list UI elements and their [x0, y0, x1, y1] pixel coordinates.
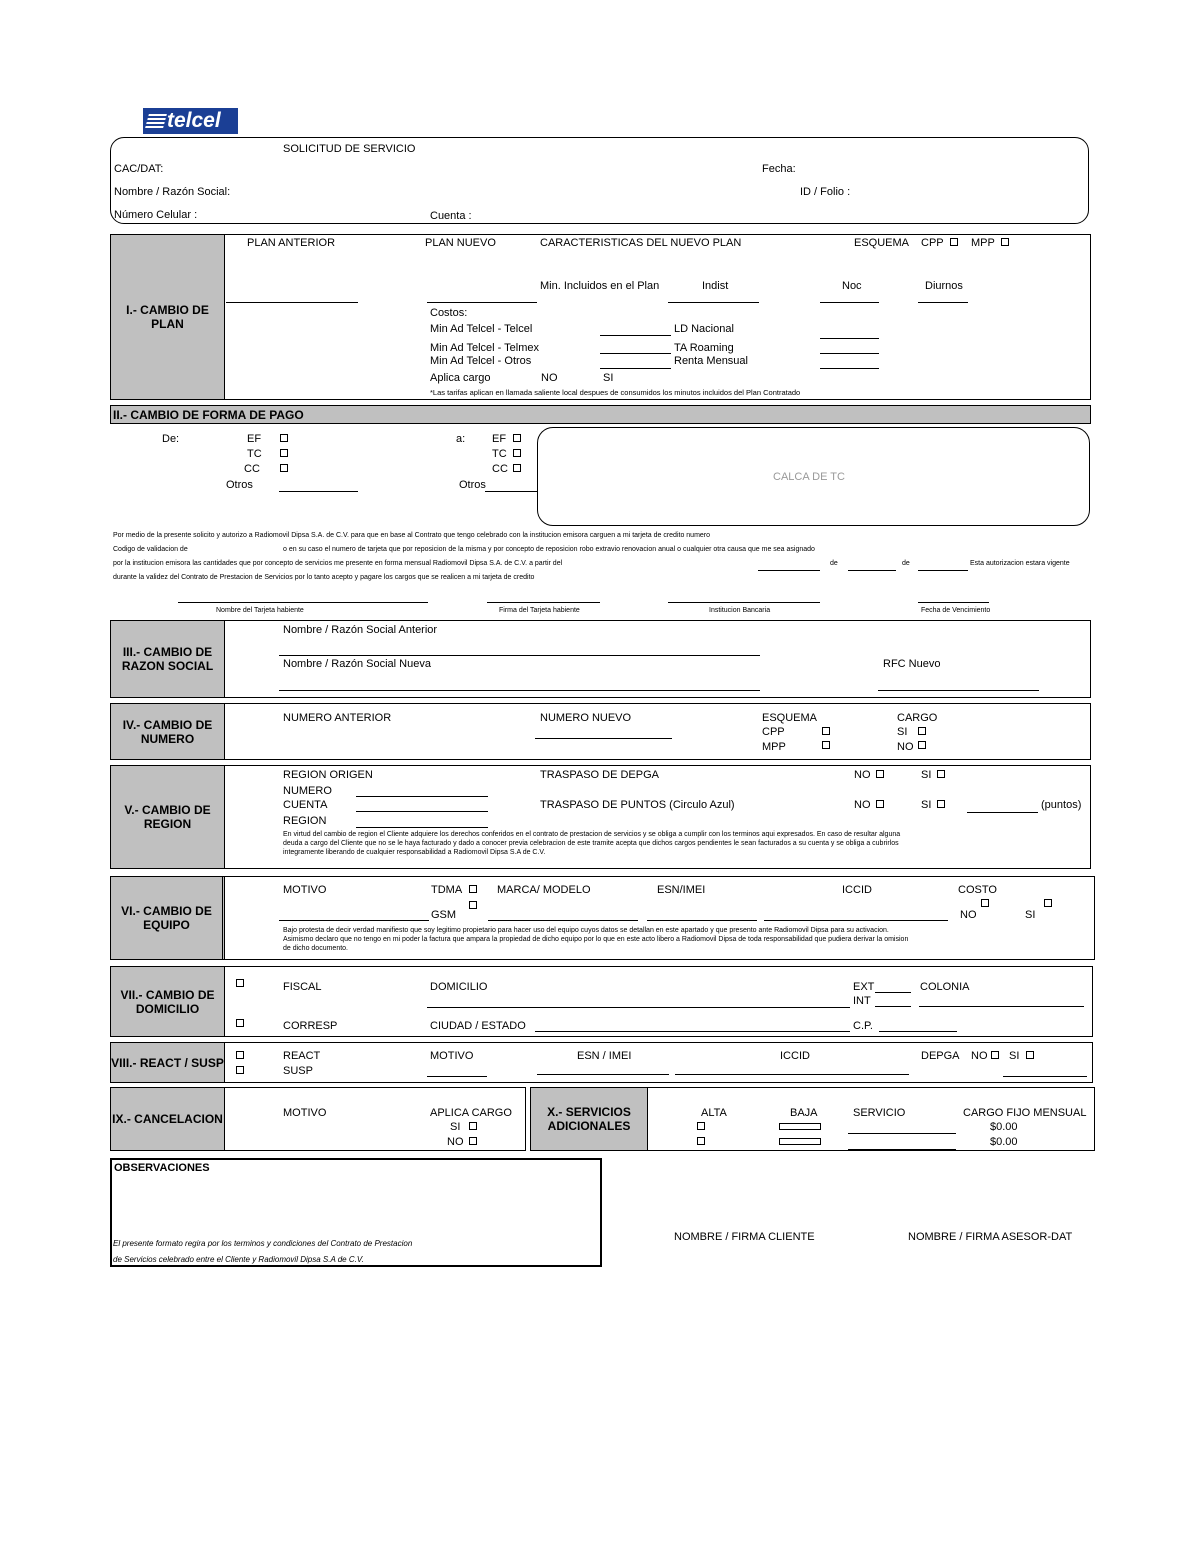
susp-checkbox[interactable] — [236, 1066, 244, 1074]
section-title: IX.- CANCELACION — [111, 1088, 225, 1150]
depga-no-label: NO — [854, 769, 871, 781]
fiscal-checkbox[interactable] — [236, 979, 244, 987]
tarifas-note: *Las tarifas aplican en llamada saliente local despues de consumidos los minutos incluidos del Plan Contratado — [430, 388, 801, 397]
section-title: VIII.- REACT / SUSP — [111, 1043, 225, 1082]
motivo-line[interactable] — [427, 1076, 487, 1077]
legal-line-3a: por la institucion emisora las cantidades que por concepto de servicios me presente en forma mensual Radiomovil Dipsa S.A. de C.V. a partir del — [113, 560, 563, 567]
sig4-line[interactable] — [918, 602, 989, 603]
marca-line[interactable] — [488, 920, 638, 921]
costo-no-checkbox[interactable] — [981, 899, 989, 907]
fecha-label: Fecha: — [762, 163, 796, 175]
section-forma-pago-header — [110, 405, 1091, 424]
puntos-line[interactable] — [967, 812, 1038, 813]
aplica-no-label: NO — [541, 372, 558, 384]
esn-line[interactable] — [647, 920, 757, 921]
plan-anterior-line[interactable] — [226, 302, 358, 303]
section-title: VI.- CAMBIO DE EQUIPO — [111, 877, 225, 959]
de-label: De: — [162, 433, 180, 445]
depga-no-checkbox[interactable] — [991, 1051, 999, 1059]
de-otros-label: Otros — [226, 479, 253, 491]
numero-nuevo-line[interactable] — [535, 738, 672, 739]
esn-label: ESN/IMEI — [657, 884, 706, 896]
iccid-label: ICCID — [780, 1050, 810, 1062]
min-otros-label: Min Ad Telcel - Otros — [430, 355, 532, 367]
logo-text: telcel — [167, 109, 221, 132]
tdma-label: TDMA — [431, 884, 463, 896]
a-cc-checkbox[interactable] — [513, 464, 521, 472]
depga-si-checkbox[interactable] — [1026, 1051, 1034, 1059]
plan-anterior-label: PLAN ANTERIOR — [247, 237, 336, 249]
a-tc-checkbox[interactable] — [513, 449, 521, 457]
susp-label: SUSP — [283, 1065, 313, 1077]
noc-label: Noc — [842, 280, 862, 292]
traspaso-depga-label: TRASPASO DE DEPGA — [540, 769, 659, 781]
observaciones-title: OBSERVACIONES — [114, 1162, 210, 1174]
aplica-cargo-label: Aplica cargo — [430, 372, 491, 384]
domicilio-label: DOMICILIO — [430, 981, 488, 993]
fiscal-label: FISCAL — [283, 981, 322, 993]
min-incluidos-label: Min. Incluidos en el Plan — [540, 280, 660, 292]
region-region-line[interactable] — [356, 827, 488, 828]
gsm-label: GSM — [431, 909, 457, 921]
rfc-label: RFC Nuevo — [883, 658, 941, 670]
puntos-no-label: NO — [854, 799, 871, 811]
depga-si-checkbox[interactable] — [937, 770, 945, 778]
numero-anterior-label: NUMERO ANTERIOR — [283, 712, 392, 724]
section-razon-social — [110, 620, 1091, 698]
esquema-label: ESQUEMA — [762, 712, 818, 724]
numero-label: Número Celular : — [114, 209, 198, 221]
caracteristicas-label: CARACTERISTICAS DEL NUEVO PLAN — [540, 237, 742, 249]
a-otros-label: Otros — [459, 479, 486, 491]
mpp-checkbox[interactable] — [1001, 238, 1009, 246]
ta-roaming-line[interactable] — [820, 353, 879, 354]
depga-no-checkbox[interactable] — [876, 770, 884, 778]
aplica-si-checkbox[interactable] — [469, 1122, 477, 1130]
legal-line-4: durante la validez del Contrato de Prestacion de Servicios por lo tanto acepto y pagare los cargos que se realicen a mi tarjeta de credito — [113, 574, 535, 581]
de-ef-checkbox[interactable] — [280, 434, 288, 442]
costo-si-checkbox[interactable] — [1044, 899, 1052, 907]
de-otros-line[interactable] — [279, 491, 358, 492]
section-title: II.- CAMBIO DE FORMA DE PAGO — [113, 408, 304, 422]
baja-label: BAJA — [790, 1107, 818, 1119]
ciudad-line[interactable] — [535, 1031, 850, 1032]
marca-label: MARCA/ MODELO — [497, 884, 591, 896]
cargo-monto-2: $0.00 — [990, 1136, 1018, 1148]
colonia-label: COLONIA — [920, 981, 970, 993]
form-title: SOLICITUD DE SERVICIO — [283, 143, 416, 155]
section-title: VII.- CAMBIO DE DOMICILIO — [111, 967, 225, 1036]
fecha-anio-line[interactable] — [918, 570, 968, 571]
legal-line-3d: Esta autorizacion estara vigente — [970, 560, 1070, 567]
calca-tc-box — [537, 427, 1090, 526]
gsm-checkbox[interactable] — [469, 901, 477, 909]
sig4-label: Fecha de Vencimiento — [921, 607, 991, 614]
sig1-line[interactable] — [178, 602, 428, 603]
depga-line[interactable] — [1003, 1076, 1087, 1077]
region-origen-label: REGION ORIGEN — [283, 769, 373, 781]
renta-line[interactable] — [820, 368, 879, 369]
a-tc-label: TC — [492, 448, 507, 460]
ld-nacional-label: LD Nacional — [674, 323, 734, 335]
costo-si-label: SI — [1025, 909, 1036, 921]
costo-label: COSTO — [958, 884, 997, 896]
aplica-cargo-label: APLICA CARGO — [430, 1107, 512, 1119]
depga-si-label: SI — [1009, 1050, 1020, 1062]
ta-roaming-label: TA Roaming — [674, 342, 734, 354]
iccid-label: ICCID — [842, 884, 872, 896]
legal-de-1: de — [830, 560, 838, 567]
firma-asesor-label: NOMBRE / FIRMA ASESOR-DAT — [908, 1231, 1073, 1243]
section-title: III.- CAMBIO DE RAZON SOCIAL — [111, 621, 225, 697]
section-title: I.- CAMBIO DE PLAN — [111, 235, 225, 399]
iccid-line[interactable] — [675, 1074, 909, 1075]
razon-nueva-line[interactable] — [279, 690, 760, 691]
de-ef-label: EF — [247, 433, 262, 445]
section-title: IV.- CAMBIO DE NUMERO — [111, 704, 225, 759]
motivo-line[interactable] — [279, 920, 429, 921]
domicilio-line[interactable] — [427, 1007, 850, 1008]
cac-label: CAC/DAT: — [114, 163, 164, 175]
a-label: a: — [456, 433, 466, 445]
logo-stripes — [145, 114, 167, 128]
noc-line[interactable] — [820, 302, 879, 303]
cpp-label: CPP — [762, 726, 785, 738]
folio-label: ID / Folio : — [800, 186, 851, 198]
tdma-checkbox[interactable] — [469, 885, 477, 893]
plan-nuevo-line[interactable] — [427, 302, 537, 303]
mpp-checkbox[interactable] — [822, 741, 830, 749]
corresp-label: CORRESP — [283, 1020, 338, 1032]
traspaso-puntos-label: TRASPASO DE PUNTOS (Circulo Azul) — [540, 799, 735, 811]
sig2-line[interactable] — [487, 602, 600, 603]
int-label: INT — [853, 995, 871, 1007]
de-tc-label: TC — [247, 448, 262, 460]
alta-checkbox-1[interactable] — [697, 1122, 705, 1130]
indist-label: Indist — [702, 280, 729, 292]
motivo-label: MOTIVO — [283, 884, 327, 896]
plan-nuevo-label: PLAN NUEVO — [425, 237, 496, 249]
obs-legal-2: de Servicios celebrado entre el Cliente y Radiomovil Dipsa S.A de C.V. — [113, 1255, 364, 1264]
esn-line[interactable] — [537, 1074, 669, 1075]
cargo-monto-1: $0.00 — [990, 1121, 1018, 1133]
ext-line[interactable] — [875, 992, 911, 993]
iccid-line[interactable] — [764, 920, 948, 921]
min-telmex-label: Min Ad Telcel - Telmex — [430, 342, 540, 354]
a-otros-line[interactable] — [485, 491, 537, 492]
section-cambio-plan — [110, 234, 1091, 400]
cp-line[interactable] — [879, 1031, 957, 1032]
aplica-si-label: SI — [450, 1121, 461, 1133]
calca-tc-text: CALCA DE TC — [773, 471, 845, 483]
telcel-logo — [143, 108, 238, 134]
diurnos-line[interactable] — [918, 302, 968, 303]
min-telcel-label: Min Ad Telcel - Telcel — [430, 323, 533, 335]
aplica-no-label: NO — [447, 1136, 464, 1148]
sig3-label: Institucion Bancaria — [709, 607, 771, 614]
header-box — [110, 137, 1089, 224]
aplica-no-checkbox[interactable] — [469, 1137, 477, 1145]
razon-anterior-label: Nombre / Razón Social Anterior — [283, 624, 438, 636]
depga-no-label: NO — [971, 1050, 988, 1062]
cargo-si-checkbox[interactable] — [918, 727, 926, 735]
legal-line-2b: o en su caso el numero de tarjeta que por reposicion de la misma y por concepto de reposicion robo extravio renovacion anual o cualquier otra causa que me sea asignado — [283, 546, 815, 553]
int-line[interactable] — [875, 1006, 911, 1007]
fecha-dia-line[interactable] — [758, 570, 820, 571]
region-legal-text: En virtud del cambio de region el Cliente adquiere los derechos conferidos en el contrato de prestacion de servicios y se obliga a cumplir con los terminos aqui expresados. En caso de resultar alguna deuda a cargo del Cliente que no se le haya facturado y dado a conocer previa celebracion de este tramite acepta que dichos cargos pendientes le sean facturados a su cuenta y se obliga a cubrirlos integramente liberando de cualquier responsabilidad a Radiomovil Dipsa S.A de C.V. — [283, 831, 901, 856]
de-cc-checkbox[interactable] — [280, 464, 288, 472]
a-ef-label: EF — [492, 433, 507, 445]
obs-legal-1: El presente formato regira por los terminos y condiciones del Contrato de Prestacion — [113, 1239, 413, 1248]
razon-nueva-label: Nombre / Razón Social Nueva — [283, 658, 431, 670]
region-region-label: REGION — [283, 815, 327, 827]
renta-label: Renta Mensual — [674, 355, 748, 367]
legal-line-1: Por medio de la presente solicito y autorizo a Radiomovil Dipsa S.A. de C.V. para que en base al Contrato que tengo celebrado con la institucion emisora carguen a mi tarjeta de credito numero — [113, 532, 711, 539]
motivo-label: MOTIVO — [430, 1050, 474, 1062]
react-checkbox[interactable] — [236, 1051, 244, 1059]
cargo-si-label: SI — [897, 726, 908, 738]
firma-cliente-label: NOMBRE / FIRMA CLIENTE — [674, 1231, 815, 1243]
servicio-label: SERVICIO — [853, 1107, 906, 1119]
de-tc-checkbox[interactable] — [280, 449, 288, 457]
section-title: X.- SERVICIOS ADICIONALES — [531, 1088, 648, 1150]
cargo-label: CARGO — [897, 712, 938, 724]
min-telmex-line[interactable] — [600, 353, 671, 354]
alta-checkbox-2[interactable] — [697, 1137, 705, 1145]
puntos-si-checkbox[interactable] — [937, 800, 945, 808]
puntos-label: (puntos) — [1041, 799, 1082, 811]
a-ef-checkbox[interactable] — [513, 434, 521, 442]
razon-anterior-line[interactable] — [279, 655, 760, 656]
ld-nacional-line[interactable] — [820, 338, 879, 339]
section-title: V.- CAMBIO DE REGION — [111, 766, 225, 868]
esquema-label: ESQUEMA — [854, 237, 910, 249]
region-cuenta-line[interactable] — [356, 811, 488, 812]
costos-label: Costos: — [430, 307, 468, 319]
cpp-label: CPP — [921, 237, 944, 249]
sig3-line[interactable] — [668, 602, 820, 603]
cpp-checkbox[interactable] — [822, 727, 830, 735]
cargo-no-checkbox[interactable] — [918, 741, 926, 749]
corresp-checkbox[interactable] — [236, 1019, 244, 1027]
min-otros-line[interactable] — [600, 368, 671, 369]
costo-no-label: NO — [960, 909, 977, 921]
sig2-label: Firma del Tarjeta habiente — [499, 607, 580, 614]
nombre-label: Nombre / Razón Social: — [114, 186, 231, 198]
equipo-legal-text: Bajo protesta de decir verdad manifiesto que soy legitimo propietario para hacer uso del equipo cuyos datos se detallan en este apartado y que presento ante Radiomovil Dipsa para su activacion. Asimismo declaro que no tengo en mi poder la factura que ampara la propiedad de dicho equipo por lo que en este acto libero a Radiomovil Dipsa de toda responsabilidad que pudiera derivar la omision de dicho documento. — [283, 927, 909, 952]
sig1-label: Nombre del Tarjeta habiente — [216, 607, 304, 614]
servicio-line-1[interactable] — [848, 1133, 956, 1134]
legal-line-2a: Codigo de validacion de — [113, 546, 188, 553]
esn-label: ESN / IMEI — [577, 1050, 632, 1062]
region-cuenta-label: CUENTA — [283, 799, 328, 811]
react-label: REACT — [283, 1050, 321, 1062]
motivo-label: MOTIVO — [283, 1107, 327, 1119]
mpp-label: MPP — [762, 741, 786, 753]
ext-label: EXT — [853, 981, 875, 993]
min-telcel-line[interactable] — [600, 335, 671, 336]
de-cc-label: CC — [244, 463, 260, 475]
colonia-line[interactable] — [919, 1006, 1084, 1007]
alta-label: ALTA — [701, 1107, 727, 1119]
cuenta-label: Cuenta : — [430, 210, 472, 222]
puntos-no-checkbox[interactable] — [876, 800, 884, 808]
puntos-si-label: SI — [921, 799, 932, 811]
baja-field-1[interactable] — [779, 1123, 821, 1130]
region-numero-line[interactable] — [356, 796, 488, 797]
cargo-fijo-label: CARGO FIJO MENSUAL — [963, 1107, 1087, 1119]
a-cc-label: CC — [492, 463, 508, 475]
cpp-checkbox[interactable] — [950, 238, 958, 246]
baja-field-2[interactable] — [779, 1138, 821, 1145]
depga-si-label: SI — [921, 769, 932, 781]
numero-nuevo-label: NUMERO NUEVO — [540, 712, 632, 724]
indist-line[interactable] — [668, 302, 759, 303]
region-numero-label: NUMERO — [283, 785, 332, 797]
depga-label: DEPGA — [921, 1050, 960, 1062]
ciudad-label: CIUDAD / ESTADO — [430, 1020, 526, 1032]
mpp-label: MPP — [971, 237, 995, 249]
servicio-line-2[interactable] — [848, 1149, 956, 1150]
rfc-line[interactable] — [878, 690, 1039, 691]
cargo-no-label: NO — [897, 741, 914, 753]
fecha-mes-line[interactable] — [848, 570, 896, 571]
cp-label: C.P. — [853, 1020, 873, 1032]
legal-de-2: de — [902, 560, 910, 567]
diurnos-label: Diurnos — [925, 280, 963, 292]
aplica-si-label: SI — [603, 372, 614, 384]
section-cambio-domicilio — [110, 966, 1093, 1037]
